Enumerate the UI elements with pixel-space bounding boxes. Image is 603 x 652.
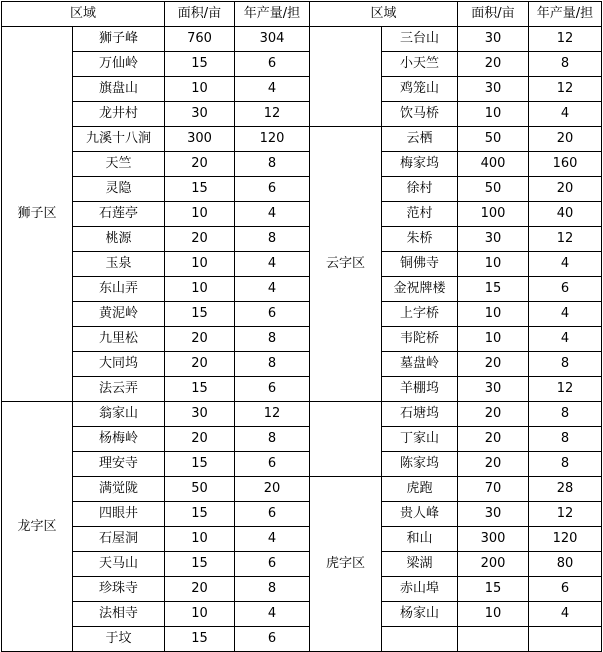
yield-left-cell: 8	[235, 577, 310, 602]
location-left-cell: 大同坞	[73, 352, 165, 377]
table-row	[2, 402, 602, 427]
table-row	[2, 427, 602, 452]
area-left-cell: 10	[165, 202, 235, 227]
table-row	[2, 252, 602, 277]
location-left-cell: 于坟	[73, 627, 165, 652]
table-row	[2, 552, 602, 577]
location-left-cell: 杨梅岭	[73, 427, 165, 452]
yield-right-cell: 6	[529, 577, 602, 602]
area-left-cell: 10	[165, 527, 235, 552]
yield-right-cell: 12	[529, 502, 602, 527]
location-left-cell: 万仙岭	[73, 52, 165, 77]
table-row	[2, 527, 602, 552]
table-row	[2, 627, 602, 652]
location-right-cell: 梁湖	[382, 552, 458, 577]
area-left-cell: 15	[165, 627, 235, 652]
header-yield-left: 年产量/担	[235, 2, 310, 27]
area-left-cell: 760	[165, 27, 235, 52]
yield-right-cell: 120	[529, 527, 602, 552]
area-right-cell: 10	[458, 102, 529, 127]
yield-right-cell: 28	[529, 477, 602, 502]
table-row	[2, 77, 602, 102]
location-left-cell: 玉泉	[73, 252, 165, 277]
area-right-cell: 30	[458, 502, 529, 527]
area-left-cell: 10	[165, 277, 235, 302]
location-right-cell: 墓盘岭	[382, 352, 458, 377]
area-left-cell: 15	[165, 452, 235, 477]
yield-right-cell: 8	[529, 427, 602, 452]
area-left-cell: 15	[165, 302, 235, 327]
yield-right-cell: 4	[529, 252, 602, 277]
table-row	[2, 277, 602, 302]
area-right-cell: 20	[458, 402, 529, 427]
location-right-cell: 丁家山	[382, 427, 458, 452]
location-left-cell: 九里松	[73, 327, 165, 352]
location-right-cell: 和山	[382, 527, 458, 552]
yield-right-cell: 4	[529, 302, 602, 327]
district-left-cell: 龙字区	[2, 402, 73, 652]
location-right-cell: 云栖	[382, 127, 458, 152]
table-row	[2, 27, 602, 52]
area-right-cell: 400	[458, 152, 529, 177]
location-left-cell: 狮子峰	[73, 27, 165, 52]
table-body	[2, 27, 602, 652]
table-row	[2, 327, 602, 352]
location-left-cell: 理安寺	[73, 452, 165, 477]
area-left-cell: 20	[165, 227, 235, 252]
yield-right-cell: 20	[529, 177, 602, 202]
yield-right-cell: 8	[529, 402, 602, 427]
header-region-left: 区域	[2, 2, 165, 27]
yield-right-cell: 8	[529, 352, 602, 377]
area-right-cell: 20	[458, 52, 529, 77]
location-right-cell: 上字桥	[382, 302, 458, 327]
yield-left-cell: 4	[235, 77, 310, 102]
area-left-cell: 15	[165, 52, 235, 77]
location-right-cell: 梅家坞	[382, 152, 458, 177]
location-right-cell: 金祝牌楼	[382, 277, 458, 302]
area-right-cell: 300	[458, 527, 529, 552]
table-row	[2, 102, 602, 127]
area-left-cell: 20	[165, 152, 235, 177]
table-row	[2, 377, 602, 402]
header-row	[2, 2, 602, 27]
yield-left-cell: 20	[235, 477, 310, 502]
area-left-cell: 15	[165, 552, 235, 577]
table-row	[2, 602, 602, 627]
location-right-cell: 范村	[382, 202, 458, 227]
area-right-cell: 30	[458, 27, 529, 52]
location-right-cell: 石塘坞	[382, 402, 458, 427]
location-right-cell: 三台山	[382, 27, 458, 52]
area-left-cell: 10	[165, 602, 235, 627]
area-left-cell: 10	[165, 77, 235, 102]
district-right-cell: 云字区	[310, 127, 382, 402]
location-left-cell: 东山弄	[73, 277, 165, 302]
yield-left-cell: 6	[235, 502, 310, 527]
area-right-cell: 15	[458, 577, 529, 602]
yield-right-cell: 160	[529, 152, 602, 177]
location-right-cell: 赤山埠	[382, 577, 458, 602]
location-right-cell	[382, 627, 458, 652]
yield-right-cell: 12	[529, 77, 602, 102]
yield-left-cell: 304	[235, 27, 310, 52]
district-left-cell: 狮子区	[2, 27, 73, 402]
yield-right-cell: 80	[529, 552, 602, 577]
location-left-cell: 天马山	[73, 552, 165, 577]
area-left-cell: 20	[165, 352, 235, 377]
area-right-cell: 30	[458, 77, 529, 102]
area-right-cell: 70	[458, 477, 529, 502]
yield-left-cell: 6	[235, 377, 310, 402]
yield-left-cell: 12	[235, 102, 310, 127]
location-right-cell: 铜佛寺	[382, 252, 458, 277]
table-row	[2, 177, 602, 202]
area-right-cell: 100	[458, 202, 529, 227]
header-area-right: 面积/亩	[458, 2, 529, 27]
area-right-cell	[458, 627, 529, 652]
area-left-cell: 20	[165, 327, 235, 352]
yield-right-cell: 12	[529, 27, 602, 52]
area-right-cell: 15	[458, 277, 529, 302]
area-right-cell: 50	[458, 127, 529, 152]
yield-left-cell: 12	[235, 402, 310, 427]
location-left-cell: 四眼井	[73, 502, 165, 527]
location-left-cell: 桃源	[73, 227, 165, 252]
area-left-cell: 15	[165, 502, 235, 527]
yield-right-cell: 12	[529, 377, 602, 402]
area-left-cell: 30	[165, 102, 235, 127]
area-right-cell: 10	[458, 252, 529, 277]
tea-production-table	[1, 1, 602, 652]
yield-left-cell: 8	[235, 152, 310, 177]
area-right-cell: 50	[458, 177, 529, 202]
yield-left-cell: 4	[235, 252, 310, 277]
table-row	[2, 577, 602, 602]
district-right-cell	[310, 27, 382, 127]
location-left-cell: 法云弄	[73, 377, 165, 402]
area-right-cell: 20	[458, 452, 529, 477]
area-left-cell: 20	[165, 577, 235, 602]
table-row	[2, 477, 602, 502]
location-right-cell: 杨家山	[382, 602, 458, 627]
area-right-cell: 10	[458, 602, 529, 627]
location-left-cell: 灵隐	[73, 177, 165, 202]
area-left-cell: 50	[165, 477, 235, 502]
location-right-cell: 虎跑	[382, 477, 458, 502]
area-right-cell: 10	[458, 327, 529, 352]
yield-left-cell: 8	[235, 227, 310, 252]
location-right-cell: 韦陀桥	[382, 327, 458, 352]
location-left-cell: 法相寺	[73, 602, 165, 627]
yield-left-cell: 6	[235, 52, 310, 77]
area-right-cell: 30	[458, 377, 529, 402]
table-row	[2, 502, 602, 527]
location-right-cell: 饮马桥	[382, 102, 458, 127]
yield-right-cell: 4	[529, 102, 602, 127]
table-row	[2, 352, 602, 377]
location-right-cell: 朱桥	[382, 227, 458, 252]
area-right-cell: 30	[458, 227, 529, 252]
area-left-cell: 15	[165, 177, 235, 202]
location-left-cell: 石莲亭	[73, 202, 165, 227]
yield-left-cell: 6	[235, 627, 310, 652]
district-right-cell	[310, 402, 382, 477]
location-left-cell: 天竺	[73, 152, 165, 177]
yield-left-cell: 8	[235, 427, 310, 452]
yield-right-cell: 12	[529, 227, 602, 252]
area-left-cell: 10	[165, 252, 235, 277]
table-row	[2, 227, 602, 252]
yield-left-cell: 8	[235, 352, 310, 377]
yield-right-cell: 8	[529, 452, 602, 477]
location-left-cell: 九溪十八涧	[73, 127, 165, 152]
header-yield-right: 年产量/担	[529, 2, 602, 27]
yield-left-cell: 6	[235, 452, 310, 477]
location-left-cell: 龙井村	[73, 102, 165, 127]
area-left-cell: 300	[165, 127, 235, 152]
area-left-cell: 30	[165, 402, 235, 427]
yield-right-cell: 6	[529, 277, 602, 302]
yield-left-cell: 4	[235, 527, 310, 552]
table-row	[2, 202, 602, 227]
yield-right-cell: 40	[529, 202, 602, 227]
location-right-cell: 鸡笼山	[382, 77, 458, 102]
location-left-cell: 旗盘山	[73, 77, 165, 102]
location-left-cell: 满觉陇	[73, 477, 165, 502]
yield-left-cell: 6	[235, 552, 310, 577]
area-left-cell: 15	[165, 377, 235, 402]
header-area-left: 面积/亩	[165, 2, 235, 27]
yield-right-cell: 4	[529, 327, 602, 352]
district-right-cell: 虎字区	[310, 477, 382, 652]
yield-left-cell: 4	[235, 602, 310, 627]
yield-left-cell: 4	[235, 202, 310, 227]
yield-right-cell: 4	[529, 602, 602, 627]
location-left-cell: 黄泥岭	[73, 302, 165, 327]
area-right-cell: 20	[458, 427, 529, 452]
yield-left-cell: 6	[235, 302, 310, 327]
table-row	[2, 127, 602, 152]
table-row	[2, 452, 602, 477]
yield-left-cell: 4	[235, 277, 310, 302]
yield-left-cell: 120	[235, 127, 310, 152]
yield-left-cell: 8	[235, 327, 310, 352]
table-row	[2, 302, 602, 327]
yield-right-cell	[529, 627, 602, 652]
area-right-cell: 10	[458, 302, 529, 327]
area-right-cell: 200	[458, 552, 529, 577]
location-left-cell: 石屋洞	[73, 527, 165, 552]
area-right-cell: 20	[458, 352, 529, 377]
location-right-cell: 小天竺	[382, 52, 458, 77]
location-left-cell: 珍珠寺	[73, 577, 165, 602]
location-right-cell: 徐村	[382, 177, 458, 202]
location-right-cell: 陈家坞	[382, 452, 458, 477]
location-right-cell: 贵人峰	[382, 502, 458, 527]
table-row	[2, 52, 602, 77]
location-left-cell: 翁家山	[73, 402, 165, 427]
area-left-cell: 20	[165, 427, 235, 452]
yield-left-cell: 6	[235, 177, 310, 202]
table-row	[2, 152, 602, 177]
yield-right-cell: 8	[529, 52, 602, 77]
location-right-cell: 羊棚坞	[382, 377, 458, 402]
yield-right-cell: 20	[529, 127, 602, 152]
header-region-right: 区域	[310, 2, 458, 27]
